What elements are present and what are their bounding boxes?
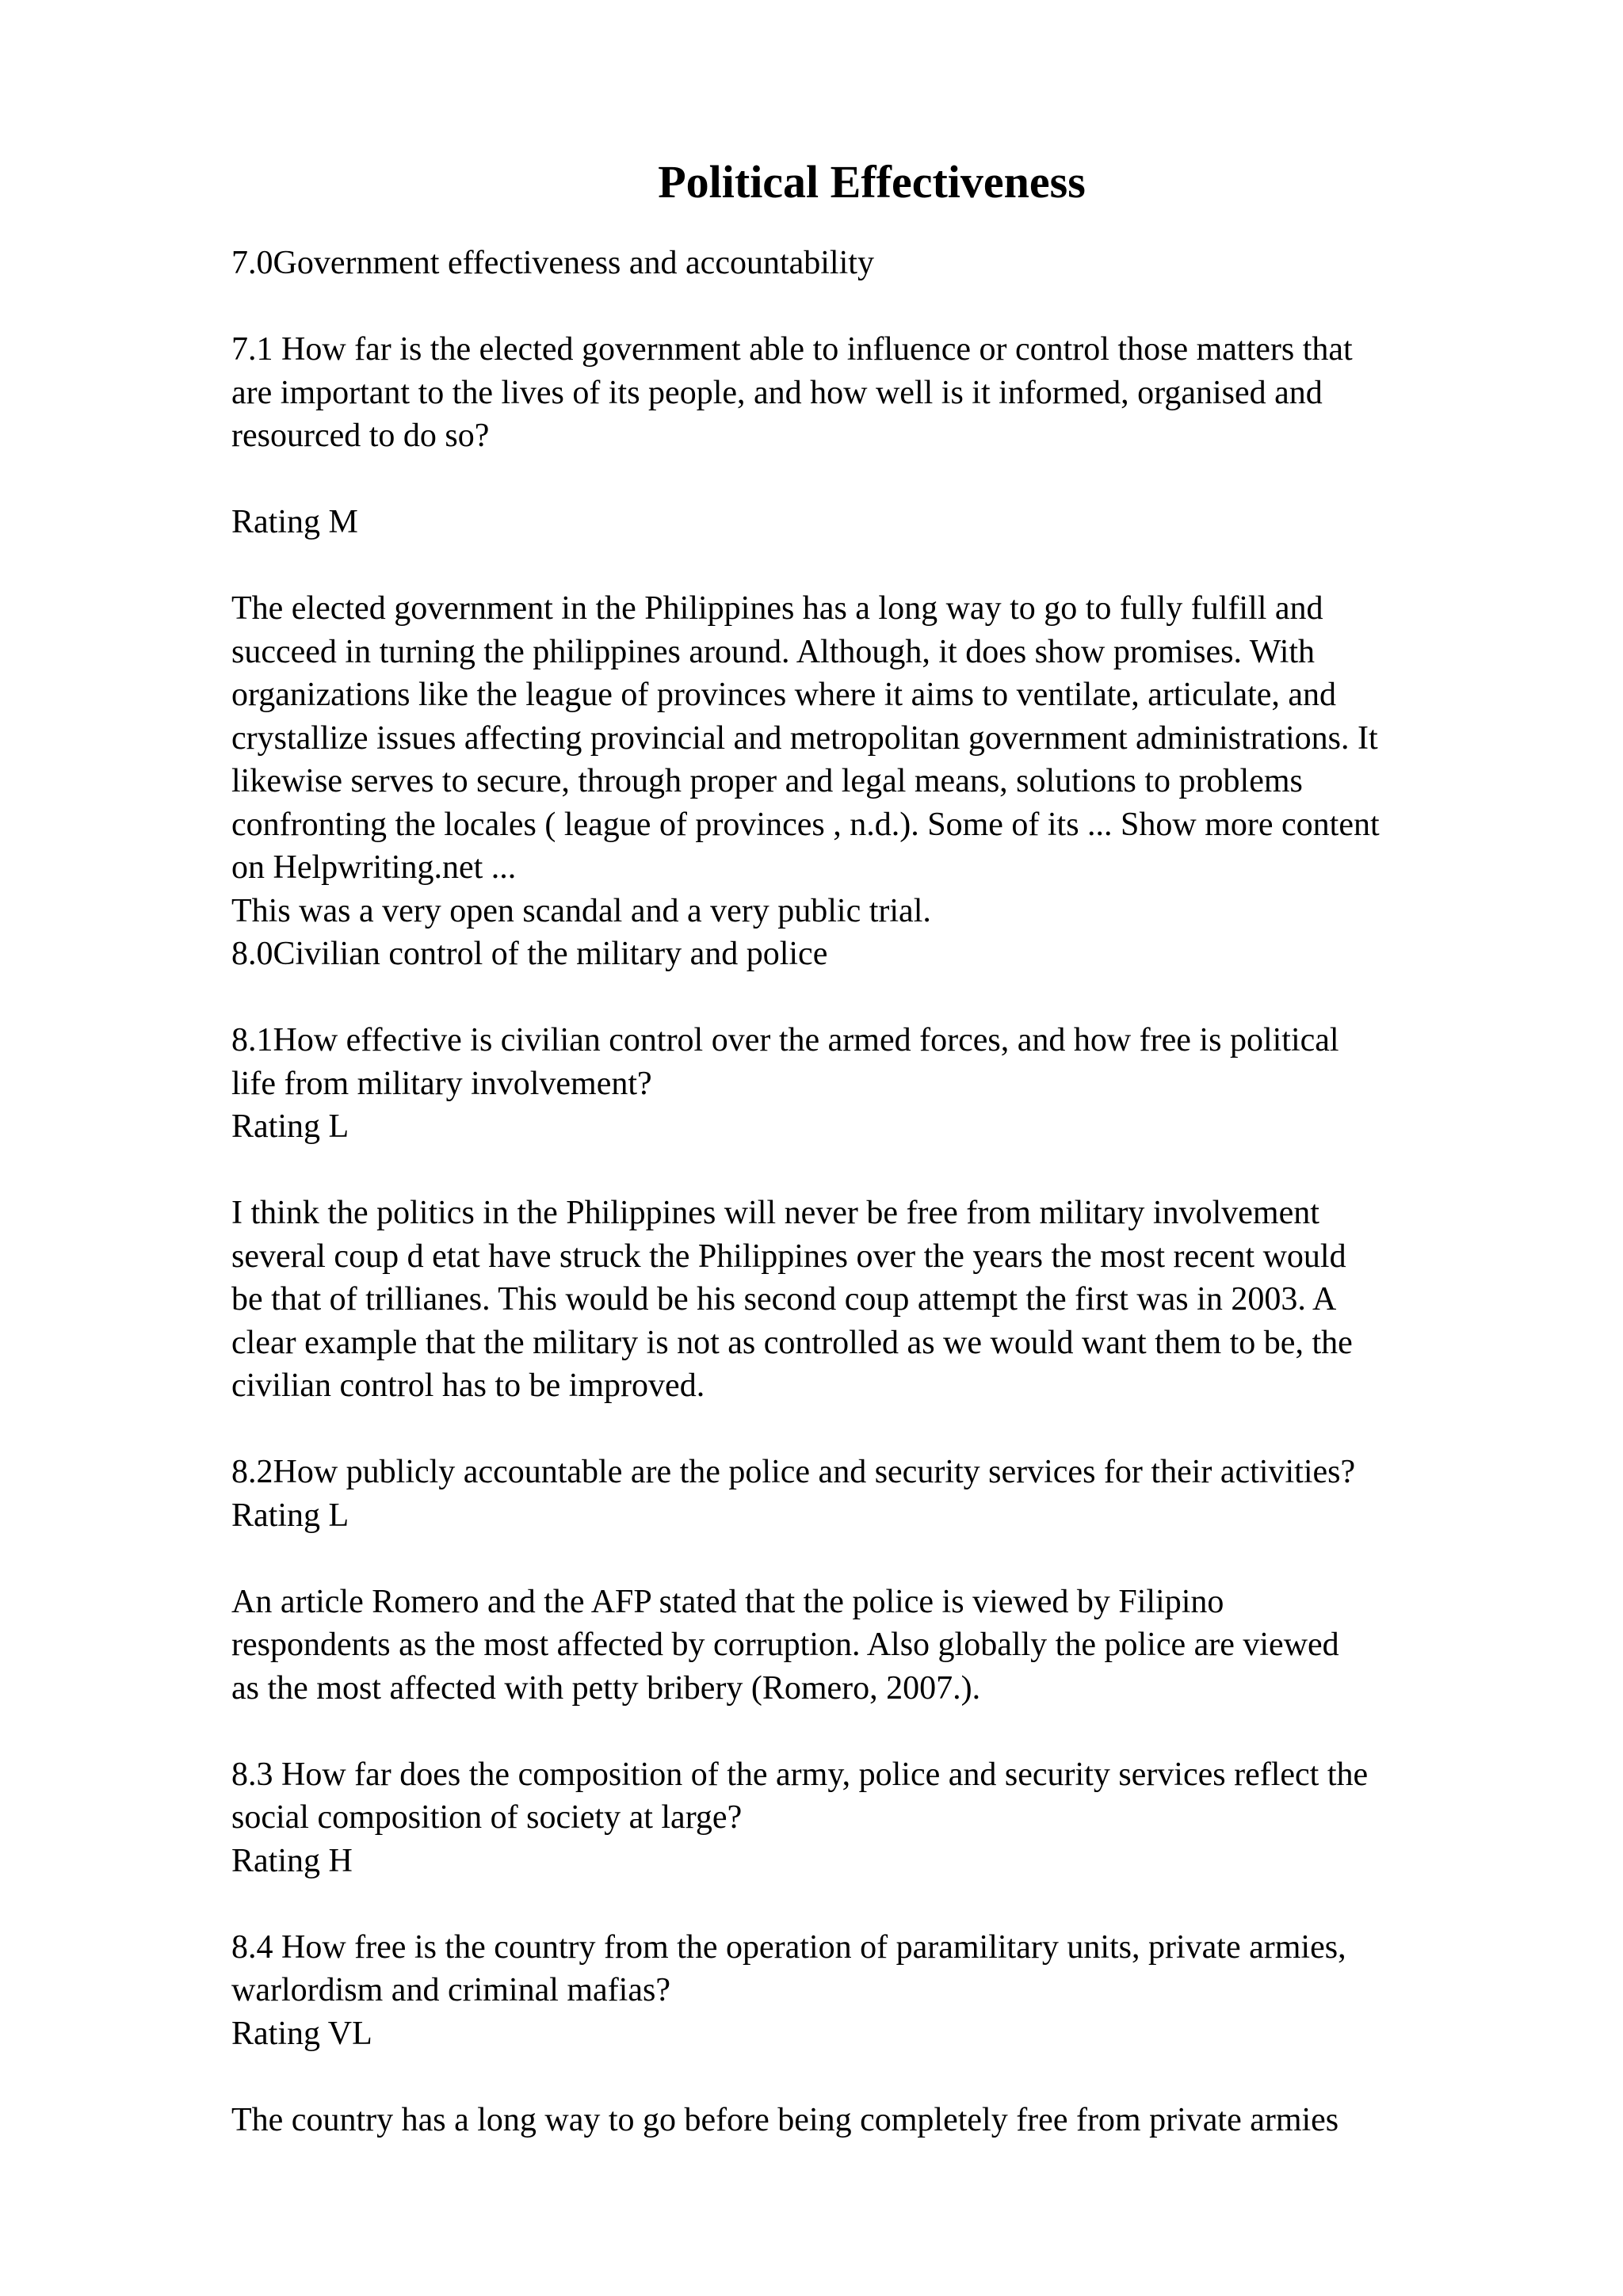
paragraph: [231, 1451, 1531, 1537]
text-line: confronting the locales ( league of provinces , n.d.). Some of its ... Show more content: [231, 806, 1380, 843]
paragraph-gap: [231, 1537, 1531, 1581]
document-body: [231, 242, 1531, 2142]
paragraph: [231, 1019, 1531, 1149]
page-title: Political Effectiveness: [658, 156, 1086, 208]
text-line: Rating H: [231, 1842, 353, 1879]
text-line: An article Romero and the AFP stated that the police is viewed by Filipino: [231, 1583, 1224, 1620]
paragraph-gap: [231, 1882, 1531, 1926]
paragraph-gap: [231, 976, 1531, 1020]
text-line: crystallize issues affecting provincial and metropolitan government administrations. It: [231, 719, 1378, 757]
text-line: social composition of society at large?: [231, 1799, 743, 1836]
text-line: on Helpwriting.net ...: [231, 849, 517, 886]
paragraph-gap: [231, 1408, 1531, 1451]
text-line: The country has a long way to go before being completely free from private armies: [231, 2101, 1339, 2138]
paragraph: [231, 587, 1531, 976]
text-line: 7.1 How far is the elected government able to influence or control those matters that: [231, 331, 1353, 368]
paragraph: [231, 501, 1531, 544]
text-line: resourced to do so?: [231, 418, 490, 454]
text-line: 8.4 How free is the country from the operation of paramilitary units, private armies,: [231, 1928, 1346, 1966]
paragraph-gap: [231, 1710, 1531, 1753]
text-line: 7.0Government effectiveness and accountability: [231, 245, 874, 281]
paragraph-gap: [231, 458, 1531, 502]
paragraph-gap: [231, 285, 1531, 329]
text-line: organizations like the league of provinces where it aims to ventilate, articulate, and: [231, 677, 1337, 713]
text-line: several coup d etat have struck the Philippines over the years the most recent would: [231, 1238, 1346, 1275]
text-line: This was a very open scandal and a very public trial.: [231, 892, 931, 929]
text-line: likewise serves to secure, through proper and legal means, solutions to problems: [231, 763, 1303, 799]
text-line: 8.1How effective is civilian control over the armed forces, and how free is political: [231, 1022, 1339, 1058]
text-line: 8.0Civilian control of the military and police: [231, 936, 828, 972]
text-line: warlordism and criminal mafias?: [231, 1972, 670, 2008]
text-line: Rating L: [231, 1108, 349, 1145]
paragraph: [231, 2099, 1531, 2142]
paragraph: [231, 1581, 1531, 1711]
text-line: I think the politics in the Philippines will never be free from military involvement: [231, 1195, 1319, 1231]
text-line: life from military involvement?: [231, 1065, 652, 1102]
text-line: Rating M: [231, 504, 358, 540]
text-line: 8.2How publicly accountable are the police and security services for their activities?: [231, 1454, 1356, 1490]
text-line: as the most affected with petty bribery (Romero, 2007.).: [231, 1669, 981, 1707]
paragraph-gap: [231, 544, 1531, 588]
paragraph-gap: [231, 2055, 1531, 2099]
text-line: Rating VL: [231, 2015, 372, 2052]
text-line: succeed in turning the philippines around. Although, it does show promises. With: [231, 633, 1316, 670]
text-line: Rating L: [231, 1497, 349, 1534]
paragraph-gap: [231, 1149, 1531, 1192]
paragraph: [231, 1192, 1531, 1408]
text-line: are important to the lives of its people, and how well is it informed, organised and: [231, 374, 1323, 411]
paragraph: [231, 328, 1531, 458]
text-line: The elected government in the Philippines has a long way to go to fully fulfill and: [231, 590, 1323, 627]
paragraph: [231, 1753, 1531, 1883]
paragraph: [231, 242, 1531, 285]
text-line: be that of trillianes. This would be his second coup attempt the first was in 2003. A: [231, 1281, 1337, 1318]
paragraph: [231, 1926, 1531, 2056]
text-line: respondents as the most affected by corruption. Also globally the police are viewed: [231, 1627, 1339, 1663]
text-line: clear example that the military is not as controlled as we would want them to be, the: [231, 1324, 1353, 1361]
text-line: 8.3 How far does the composition of the army, police and security services reflect the: [231, 1756, 1369, 1793]
text-line: civilian control has to be improved.: [231, 1367, 705, 1404]
